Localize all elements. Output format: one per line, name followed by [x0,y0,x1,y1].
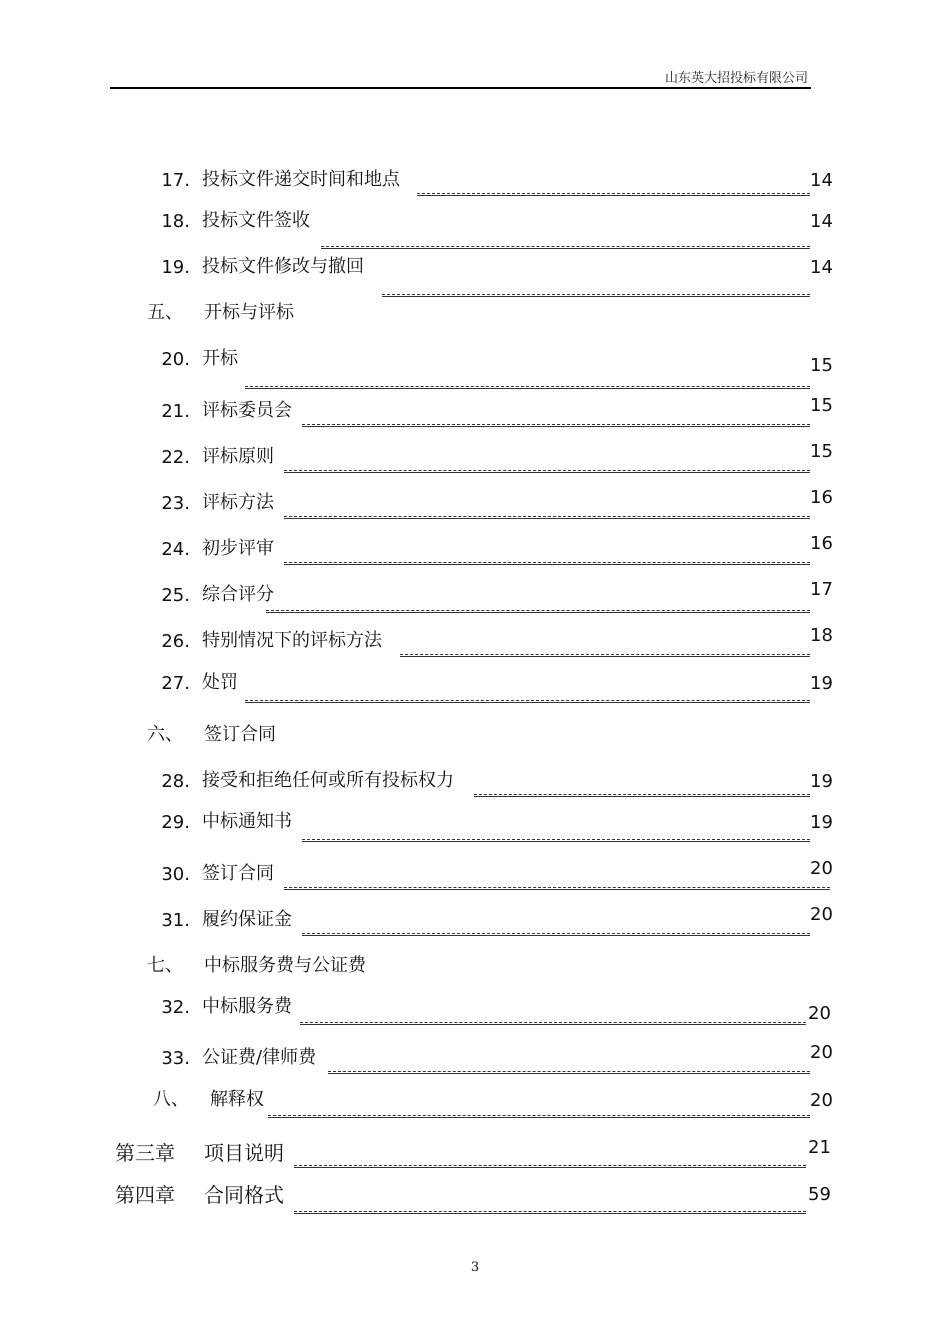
toc-entry-number: 21. [161,401,190,422]
toc-entry[interactable] [0,771,950,795]
toc-entry-page: 21 [808,1137,831,1158]
toc-entry[interactable] [0,812,950,836]
toc-entry-title: 处罚 [202,672,238,693]
toc-entry-page: 20 [810,1090,833,1111]
toc-section-number: 八、 [153,1089,189,1110]
toc-leader [302,933,810,934]
toc-entry[interactable] [0,625,950,655]
toc-section-number: 五、 [147,302,183,323]
toc-entry-number: 31. [161,910,190,931]
toc-entry-page: 20 [810,1042,833,1063]
toc-entry-title: 评标委员会 [202,400,292,421]
toc-entry-page: 17 [810,579,833,600]
toc-entry-page: 20 [810,858,833,879]
toc-entry-page: 15 [810,395,833,416]
toc-entry-number: 32. [161,997,190,1018]
toc-leader [245,700,810,701]
toc-entry-number: 18. [161,211,190,232]
toc-entry-page: 14 [810,211,833,232]
toc-leader [284,470,810,471]
header-rule [110,87,811,89]
toc-entry[interactable] [0,257,950,281]
toc-entry-title: 初步评审 [202,538,274,559]
toc-entry[interactable] [0,579,950,609]
toc-entry-page: 16 [810,533,833,554]
toc-entry-number: 28. [161,771,190,792]
toc-entry-title: 接受和拒绝任何或所有投标权力 [202,770,454,791]
toc-section[interactable] [0,303,950,327]
toc-entry-page: 19 [810,812,833,833]
toc-entry-title: 签订合同 [202,863,274,884]
toc-entry-title: 评标方法 [202,492,274,513]
toc-section[interactable] [0,725,950,749]
toc-entry-number: 29. [161,812,190,833]
toc-leader [328,1071,810,1072]
toc-entry-number: 24. [161,539,190,560]
toc-entry-number: 22. [161,447,190,468]
toc-entry-page: 18 [810,625,833,646]
toc-leader [300,1022,806,1023]
toc-chapter[interactable] [0,1137,950,1168]
toc-leader [284,516,810,517]
toc-entry-page: 19 [810,673,833,694]
toc-chapter-number: 第三章 [115,1141,175,1165]
toc-entry-title: 投标文件修改与撤回 [202,256,364,277]
toc-entry-title: 公证费/律师费 [202,1047,317,1068]
toc-leader [302,839,810,840]
toc-entry-number: 23. [161,493,190,514]
toc-leader [302,424,810,425]
toc-entry-page: 14 [810,257,833,278]
toc-chapter-number: 第四章 [115,1183,175,1207]
toc-chapter-title: 合同格式 [204,1183,284,1207]
toc-section-number: 七、 [147,955,183,976]
toc-entry-title: 综合评分 [202,584,274,605]
toc-section-title: 开标与评标 [204,302,294,323]
toc-section-title: 中标服务费与公证费 [204,955,366,976]
toc-entry[interactable] [0,533,950,563]
toc-entry[interactable] [0,441,950,471]
toc-entry[interactable] [0,1042,950,1072]
toc-section-title: 签订合同 [204,724,276,745]
toc-entry[interactable] [0,487,950,517]
toc-entry-title: 评标原则 [202,446,274,467]
toc-entry-page: 16 [810,487,833,508]
toc-entry-title: 投标文件递交时间和地点 [202,169,400,190]
page-number: 3 [470,1260,480,1275]
toc-leader [268,1115,810,1116]
toc-leader [245,386,810,387]
toc-entry-page: 20 [808,1003,831,1024]
header-company-name: 山东英大招投标有限公司 [664,71,808,86]
toc-entry-page: 14 [810,170,833,191]
toc-entry-page: 20 [810,904,833,925]
toc-leader [474,794,810,795]
toc-entry-page: 59 [808,1184,831,1205]
toc-leader [294,1211,806,1212]
toc-entry-number: 25. [161,585,190,606]
toc-leader [294,1165,806,1166]
toc-leader [321,246,810,247]
toc-section[interactable] [0,956,950,980]
toc-entry-number: 19. [161,257,190,278]
toc-leader [284,887,830,888]
toc-entry-title: 中标通知书 [202,811,292,832]
toc-entry-page: 19 [810,771,833,792]
toc-entry-title: 投标文件签收 [202,210,310,231]
toc-entry[interactable] [0,348,950,376]
toc-section[interactable] [0,1090,950,1114]
toc-leader [266,610,810,611]
toc-entry-number: 17. [161,170,190,191]
toc-entry[interactable] [0,996,950,1024]
toc-section-number: 六、 [147,724,183,745]
toc-entry[interactable] [0,211,950,235]
toc-chapter[interactable] [0,1182,950,1210]
toc-entry-number: 26. [161,631,190,652]
toc-chapter-title: 项目说明 [204,1141,284,1165]
toc-entry-page: 15 [810,355,833,376]
toc-leader [382,294,810,295]
toc-entry-number: 27. [161,673,190,694]
toc-entry[interactable] [0,170,950,194]
toc-entry-number: 33. [161,1048,190,1069]
toc-leader [284,562,810,563]
toc-section-title: 解释权 [210,1089,264,1110]
toc-entry-number: 30. [161,864,190,885]
toc-entry-page: 15 [810,441,833,462]
toc-entry[interactable] [0,395,950,425]
toc-entry[interactable] [0,858,950,888]
toc-entry-title: 开标 [202,348,238,369]
toc-entry[interactable] [0,673,950,697]
toc-leader [400,654,810,655]
toc-entry[interactable] [0,904,950,934]
toc-leader [417,193,810,194]
toc-entry-title: 特别情况下的评标方法 [202,630,382,651]
toc-entry-number: 20. [161,349,190,370]
toc-entry-title: 中标服务费 [202,996,292,1017]
toc-entry-title: 履约保证金 [202,909,292,930]
